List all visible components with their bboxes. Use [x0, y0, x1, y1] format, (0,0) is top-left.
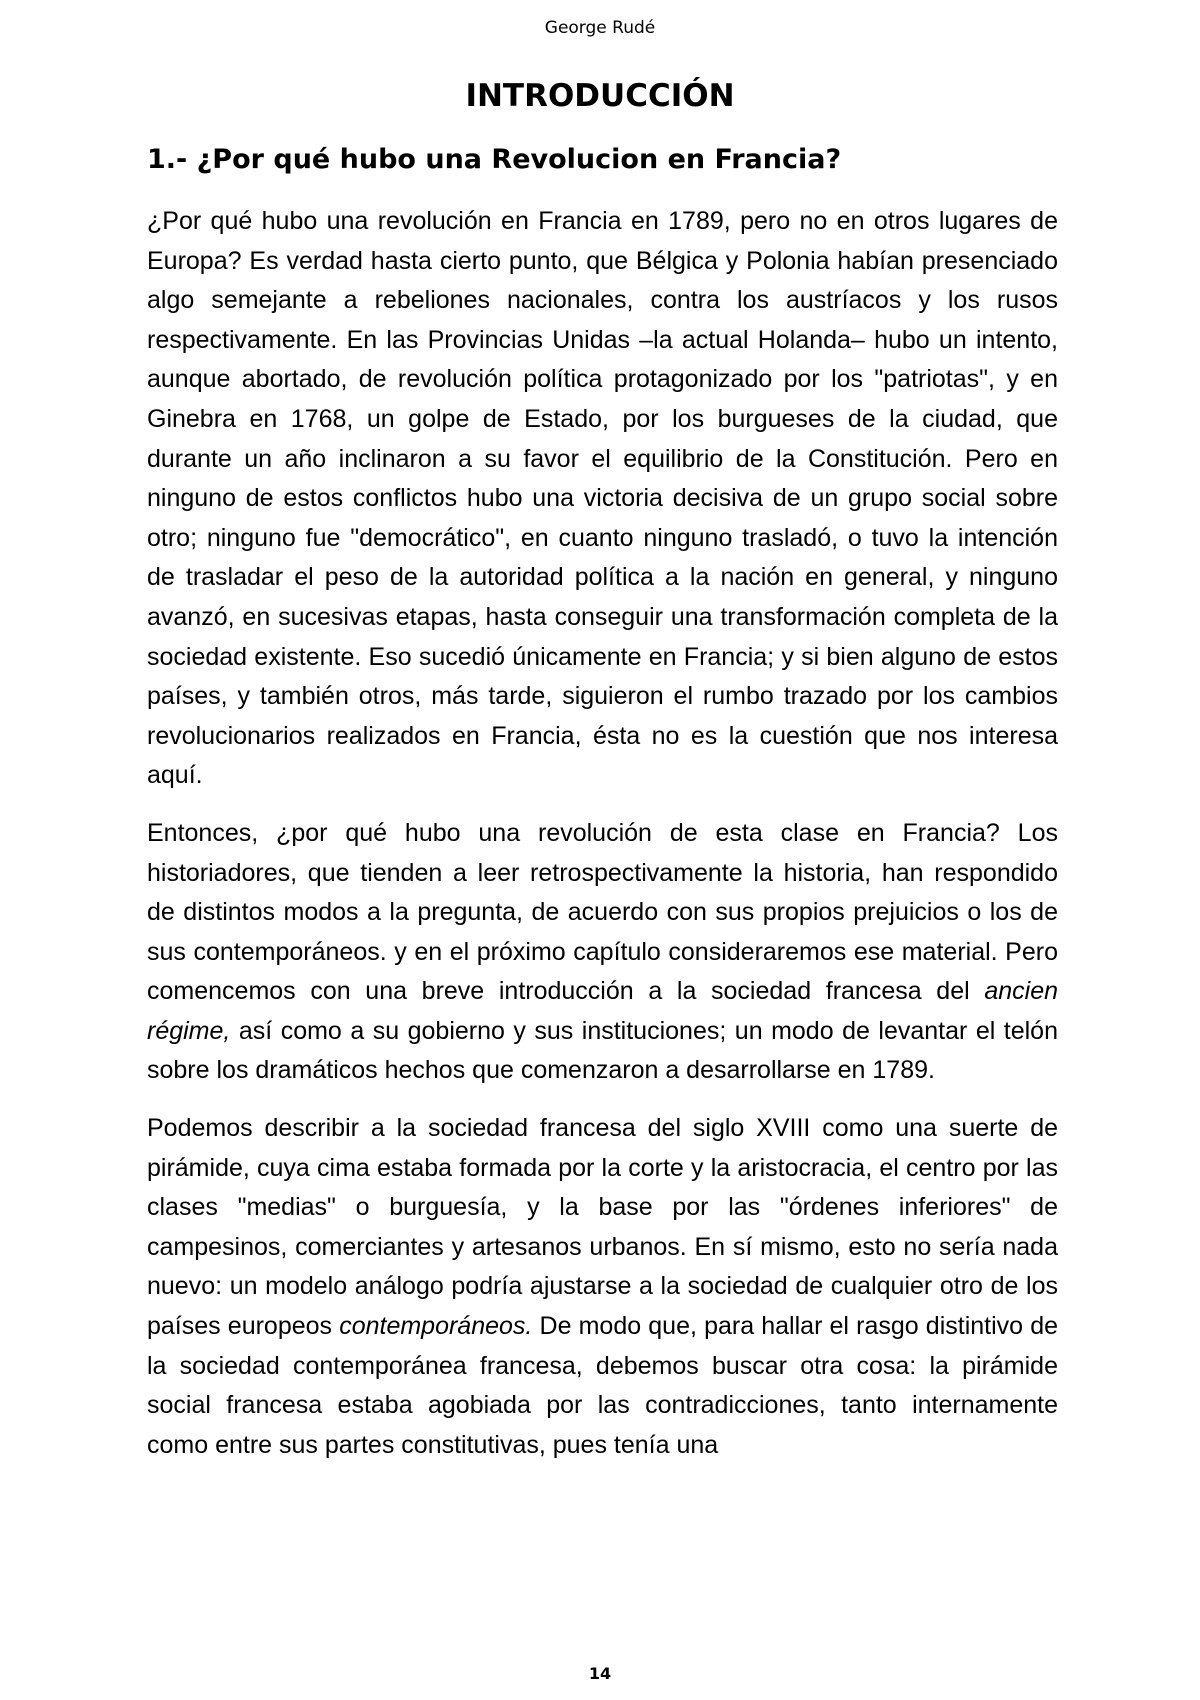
paragraph-3-text-end: De modo que, para hallar el rasgo distintivo de la sociedad contemporánea francesa, debemos buscar otra cosa: la pirámide social francesa estaba agobiada por las contradicciones, tanto internamente como entre sus partes constitutivas, pues tenía una [147, 1312, 1059, 1459]
paragraph-1: ¿Por qué hubo una revolución en Francia en 1789, pero no en otros lugares de Europa? Es verdad hasta cierto punto, que Bélgica y Polonia habían presenciado algo semejante a rebeliones nacionales, contra los austríacos y los rusos respectivamente. En las Provincias Unidas –la actual Holanda– hubo un intento, aunque abortado, de revolución política protagonizado por los "patriotas", y en Ginebra en 1768, un golpe de Estado, por los burgueses de la ciudad, que durante un año inclinaron a su favor el equilibrio de la Constitución. Pero en ninguno de estos conflictos hubo una victoria decisiva de un grupo social sobre otro; ninguno fue "democrático", en cuanto ninguno trasladó, o tuvo la intención de trasladar el peso de la autoridad política a la nación en general, y ninguno avanzó, en sucesivas etapas, hasta conseguir una transformación completa de la sociedad existente. Eso sucedió únicamente en Francia; y si bien alguno de estos países, y también otros, más tarde, siguieron el rumbo trazado por los cambios revolucionarios realizados en Francia, ésta no es la cuestión que nos interesa aquí. [147, 207, 1058, 790]
italic-word: contemporáneos. [339, 1312, 533, 1341]
chapter-title: INTRODUCCIÓN [465, 78, 735, 114]
page-header-author: George Rudé [544, 18, 656, 38]
page-number: 14 [588, 1664, 612, 1683]
italic-phrase: ancien régime, [147, 977, 1058, 1045]
paragraph-2-text-end: así como a su gobierno y sus instituciones; un modo de levantar el telón sobre los dramáticos hechos que comenzaron a desarrollarse en 1789. [147, 1016, 1058, 1085]
paragraph-3-text-start: Podemos describir a la sociedad francesa del siglo XVIII como una suerte de pirámide, cuya cima estaba formada por la corte y la aristocracia, el centro por las clases "medias" o burguesía, y la base por las "órdenes inferiores" de campesinos, comerciantes y artesanos urbanos. En sí mismo, esto no sería nada nuevo: un modelo análogo podría ajustarse a la sociedad de cualquier otro de los países europeos [147, 1114, 1058, 1341]
body-text [147, 202, 1058, 1483]
section-heading: 1.- ¿Por qué hubo una Revolucion en Francia? [147, 144, 842, 175]
paragraph-2 [147, 814, 1058, 1091]
paragraph-3 [147, 1109, 1058, 1465]
paragraph-2-text-start: Entonces, ¿por qué hubo una revolución de esta clase en Francia? Los historiadores, que tienden a leer retrospectivamente la historia, han respondido de distintos modos a la pregunta, de acuerdo con sus propios prejuicios o los de sus contemporáneos. y en el próximo capítulo consideraremos ese material. Pero comencemos con una breve introducción a la sociedad francesa del [147, 818, 1058, 1006]
